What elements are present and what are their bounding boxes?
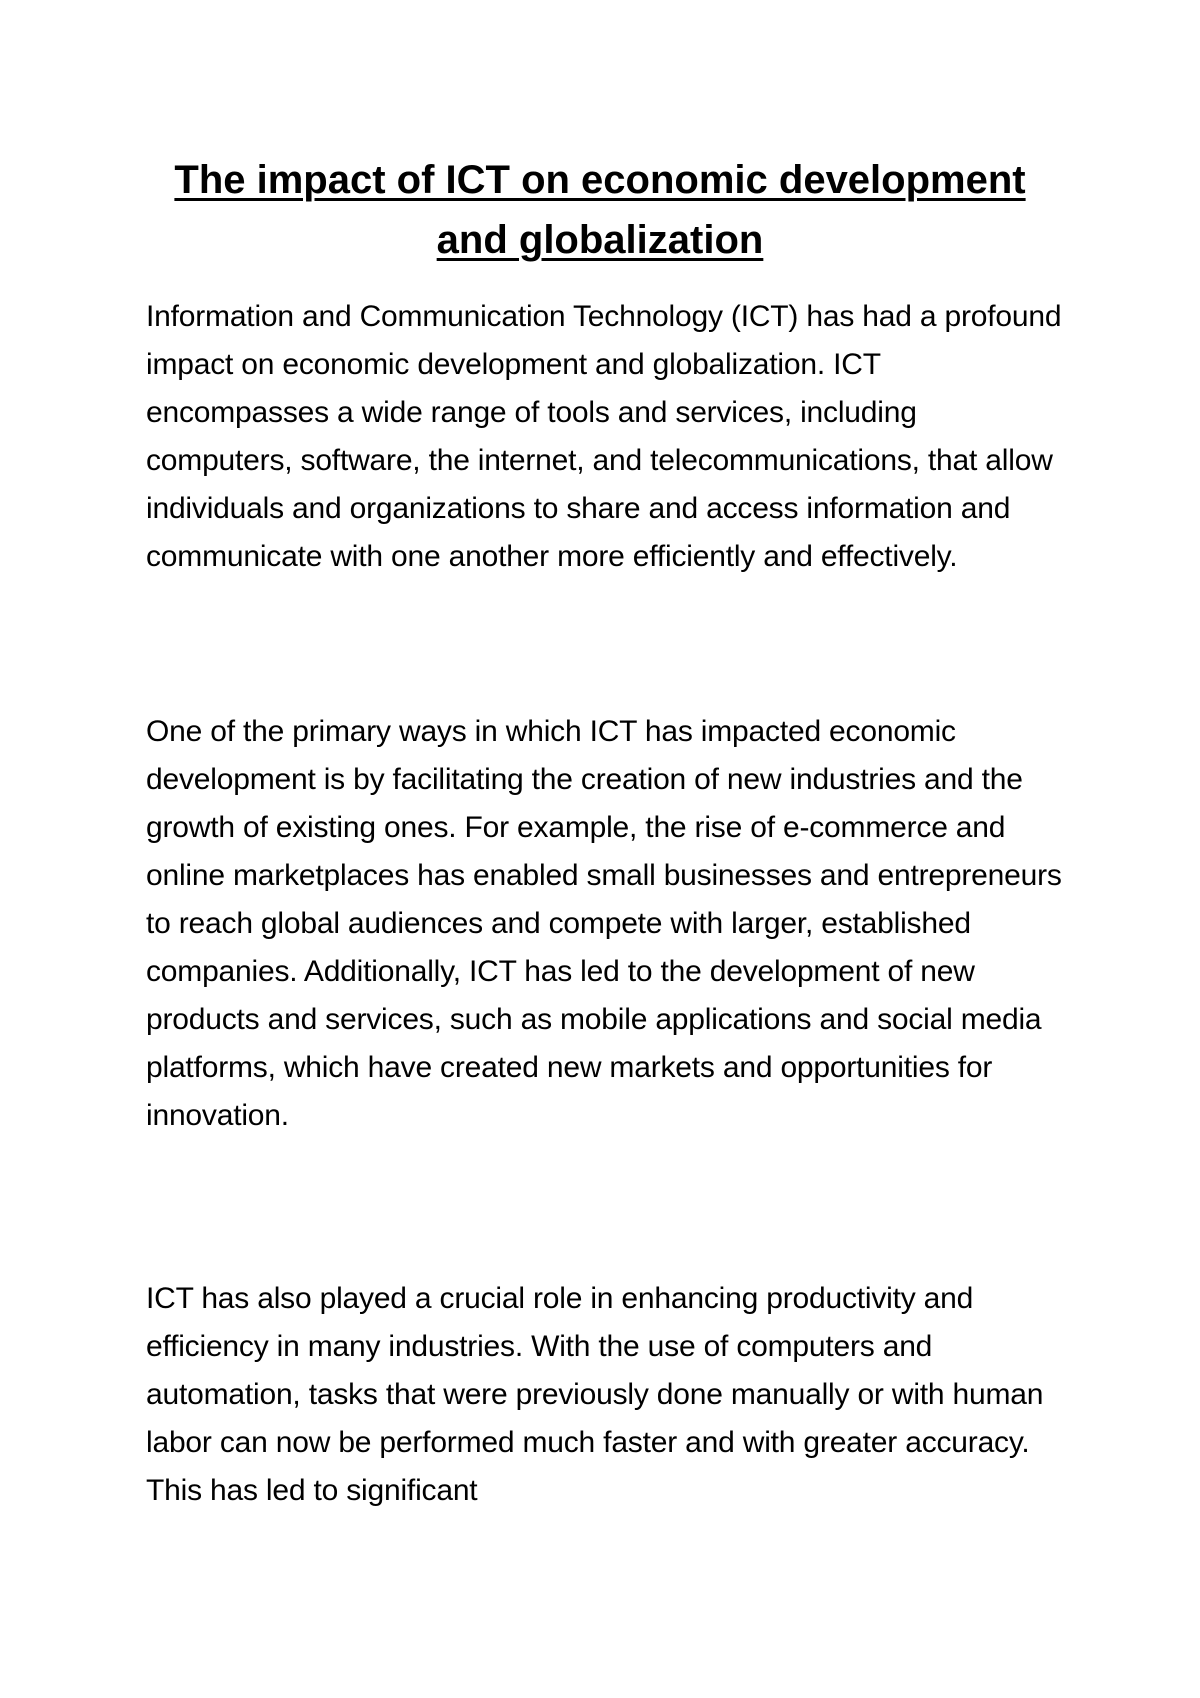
paragraph-industries: One of the primary ways in which ICT has impacted economic development is by facilitating the creation of new industries and the growth of existing ones. For example, the rise of e-commerce and online marketplaces has enabled small businesses and entrepreneurs to reach global audiences and compete with larger, established companies. Additionally, ICT has led to the development of new products and services, such as mobile applications and social media platforms, which have created new markets and opportunities for innovation. [146, 715, 1062, 1132]
paragraph-intro: Information and Communication Technology (ICT) has had a profound impact on economic development and globalization. ICT encompasses a wide range of tools and services, including computers, software, the internet, and telecommunications, that allow individuals and organizations to share and access information and communicate with one another more efficiently and effectively. [146, 300, 1062, 573]
paragraph-productivity: ICT has also played a crucial role in enhancing productivity and efficiency in many industries. With the use of computers and automation, tasks that were previously done manually or with human labor can now be performed much faster and with greater accuracy. This has led to significant [146, 1282, 1044, 1507]
document-title: The impact of ICT on economic development and globalization [174, 158, 1026, 262]
